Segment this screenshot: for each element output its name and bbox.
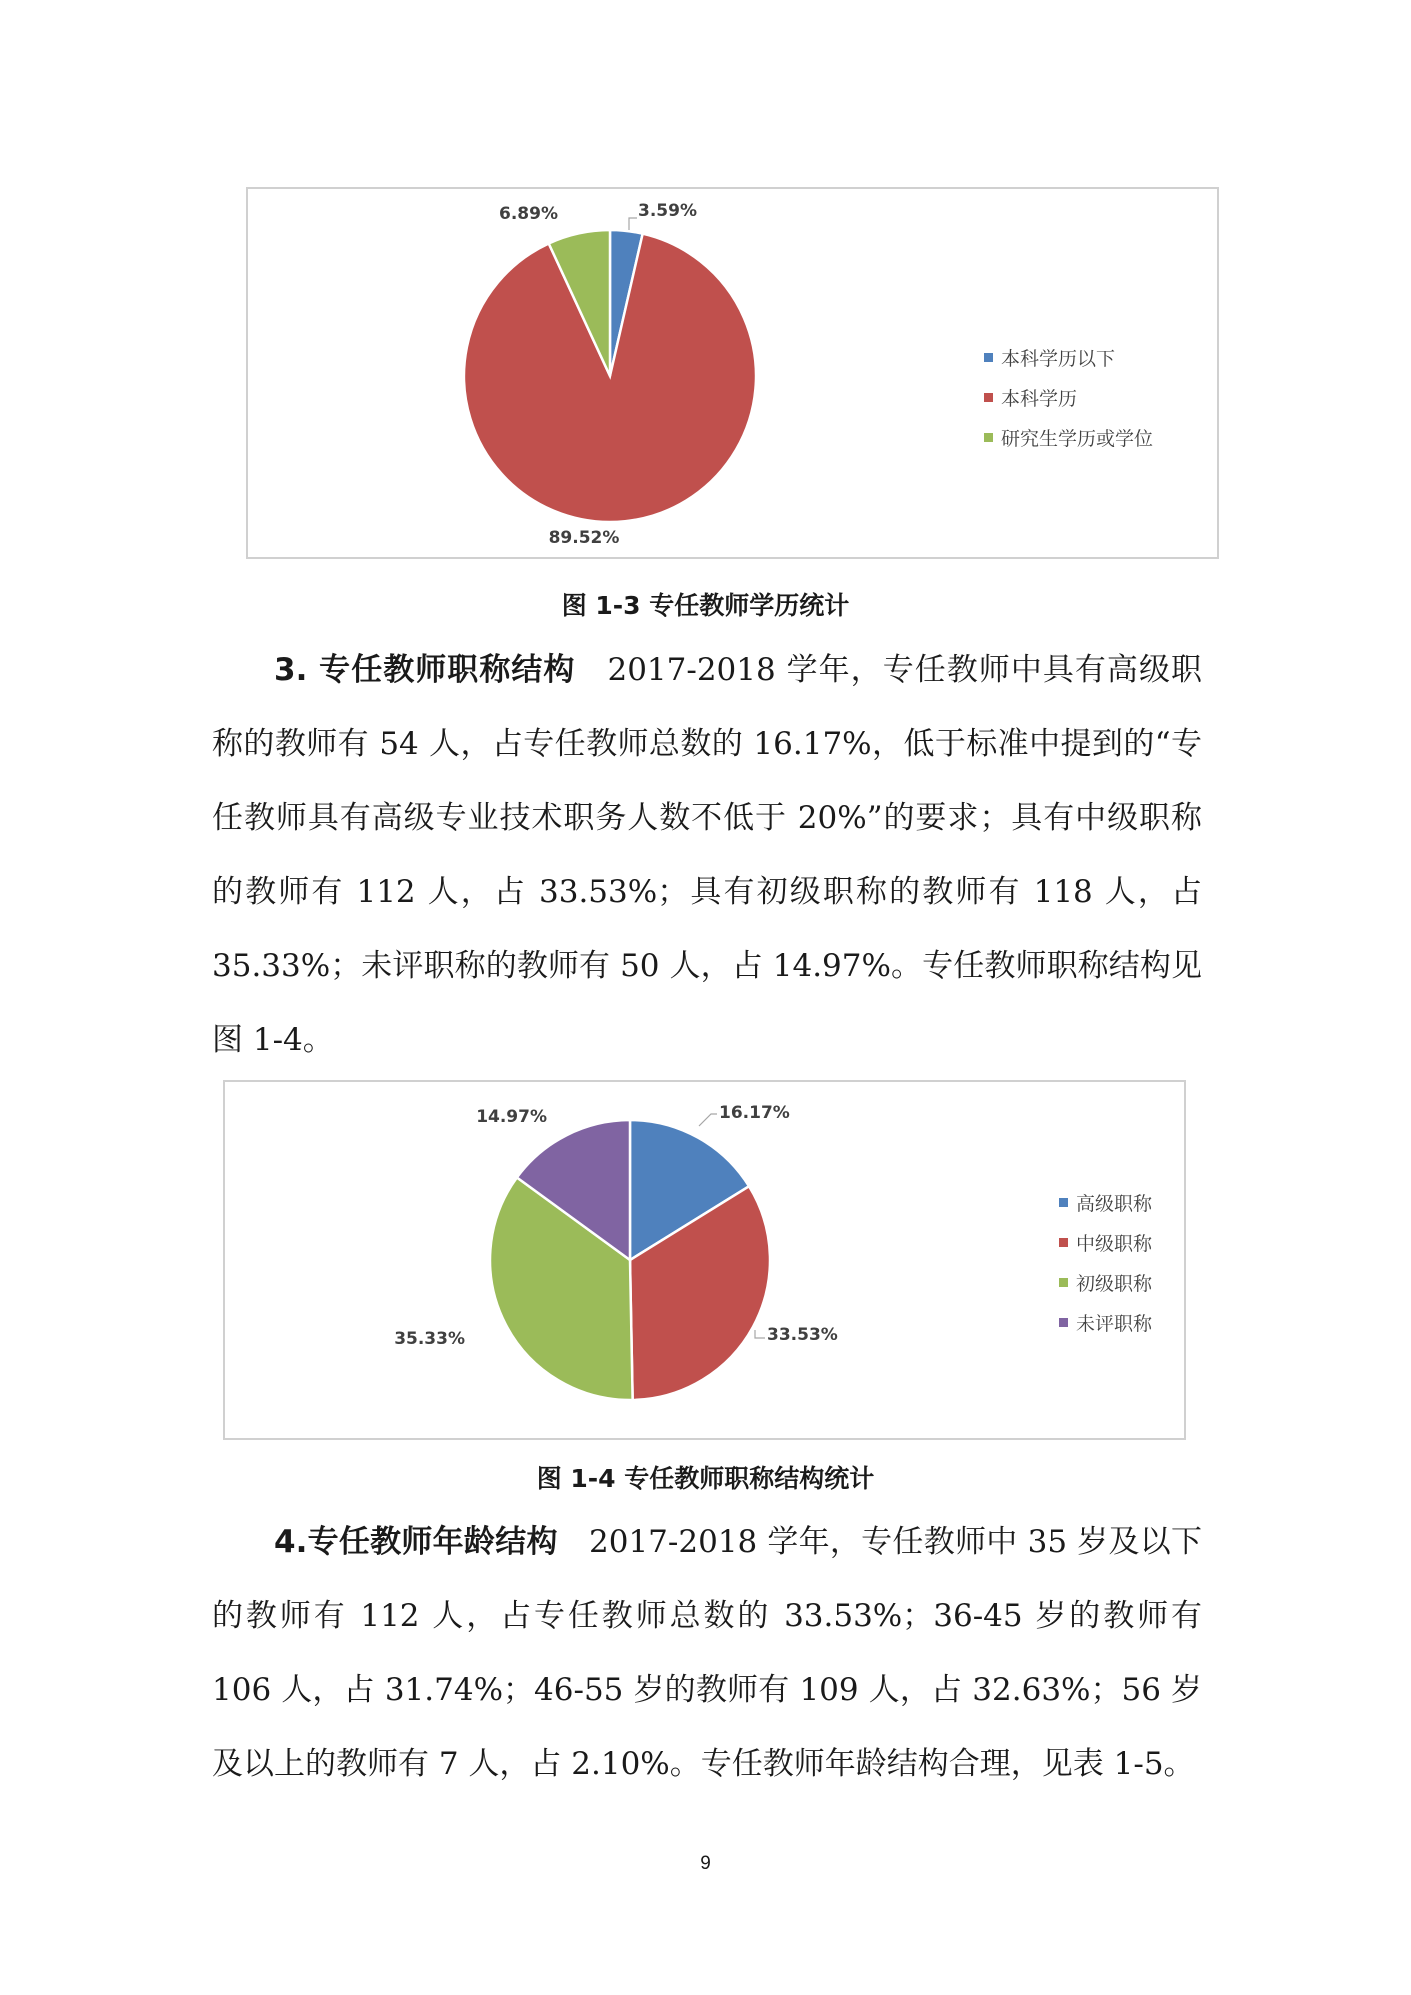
- legend-swatch-0: [1059, 1198, 1068, 1207]
- legend-item-0: [984, 337, 1153, 377]
- page-number: 9: [700, 1853, 711, 1874]
- data-label-2: 6.89%: [499, 204, 558, 224]
- leader-line-0: [699, 1114, 717, 1126]
- section-4-heading: 4.专任教师年龄结构: [274, 1524, 558, 1560]
- legend-item-2: [984, 417, 1153, 457]
- education-chart-caption: 图 1-3 专任教师学历统计: [561, 591, 850, 620]
- title-rank-chart-caption: 图 1-4 专任教师职称结构统计: [536, 1464, 875, 1493]
- legend-label-3: 未评职称: [1076, 1312, 1153, 1335]
- legend-item-3: [1059, 1302, 1152, 1342]
- legend-label-2: 研究生学历或学位: [1001, 427, 1154, 450]
- section-3-heading: 3. 专任教师职称结构: [274, 652, 576, 688]
- legend-item-0: [1059, 1182, 1152, 1222]
- education-legend: [984, 337, 1153, 457]
- section-3-text: 2017-2018 学年，专任教师中具有高级职称的教师有 54 人，占专任教师总数的 16.17%，低于标准中提到的“专任教师具有高级专业技术职务人数不低于 20%”的要求；具有中级职称的教师有 112 人，占 33.53%；具有初级职称的教师有 118 人，占 35.33%；未评职称的教师有 50 人，占 14.97%。专任教师职称结构见图 1-4。: [212, 652, 1202, 1058]
- data-label-0: 3.59%: [638, 201, 697, 221]
- section-3: [212, 633, 1202, 1077]
- data-label-2: 35.33%: [394, 1329, 465, 1349]
- legend-item-1: [984, 377, 1153, 417]
- section-4: [212, 1505, 1202, 1801]
- data-label-1: 89.52%: [548, 528, 620, 548]
- legend-label-0: 高级职称: [1076, 1192, 1153, 1215]
- legend-item-2: [1059, 1262, 1152, 1302]
- leader-line-1: [755, 1330, 765, 1338]
- legend-swatch-3: [1059, 1318, 1068, 1327]
- legend-label-0: 本科学历以下: [1001, 347, 1116, 370]
- data-label-1: 33.53%: [767, 1325, 838, 1345]
- legend-swatch-2: [1059, 1278, 1068, 1287]
- title-rank-legend: [1059, 1182, 1152, 1342]
- education-chart: [246, 187, 1219, 559]
- leader-line-0: [629, 218, 637, 230]
- section-4-text: 2017-2018 学年，专任教师中 35 岁及以下的教师有 112 人，占专任教师总数的 33.53%；36-45 岁的教师有 106 人，占 31.74%；46-55 岁的教师有 109 人，占 32.63%；56 岁及以上的教师有 7 人，占 2.10%。专任教师年龄结构合理，见表 1-5。: [212, 1524, 1202, 1782]
- legend-swatch-0: [984, 353, 993, 362]
- legend-label-1: 本科学历: [1001, 387, 1078, 410]
- title-rank-chart: [223, 1080, 1186, 1440]
- legend-label-2: 初级职称: [1076, 1272, 1153, 1295]
- data-label-3: 14.97%: [476, 1107, 547, 1127]
- legend-swatch-1: [984, 393, 993, 402]
- title-rank-pie-svg: [225, 1082, 1188, 1442]
- data-label-0: 16.17%: [719, 1103, 790, 1123]
- legend-swatch-1: [1059, 1238, 1068, 1247]
- legend-item-1: [1059, 1222, 1152, 1262]
- legend-swatch-2: [984, 433, 993, 442]
- legend-label-1: 中级职称: [1076, 1232, 1153, 1255]
